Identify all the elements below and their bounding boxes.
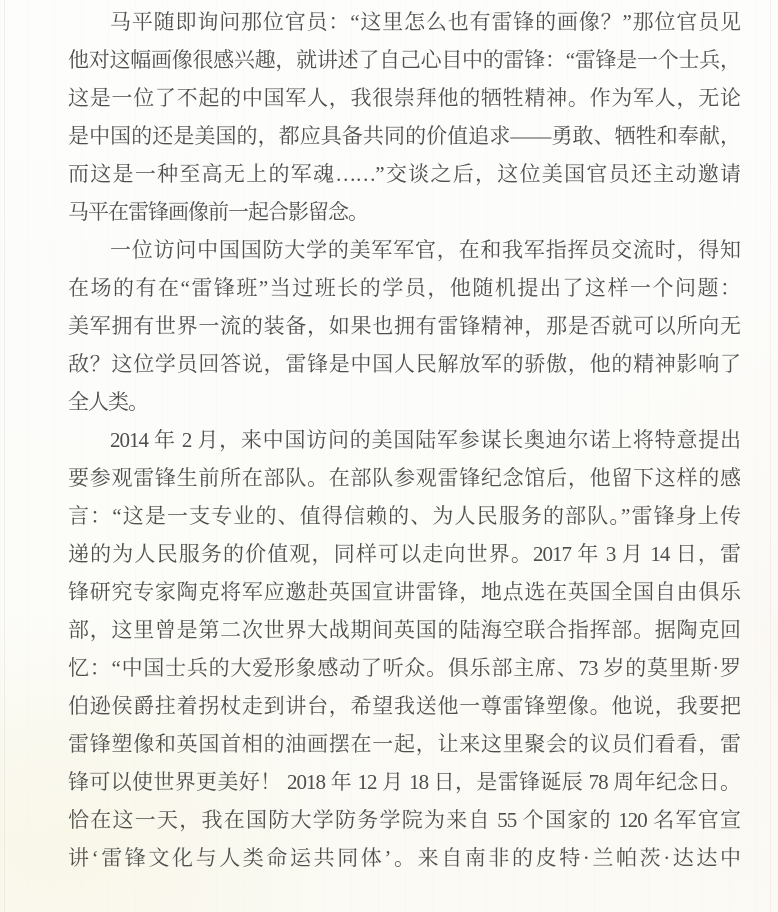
text-line: 全人类。	[68, 390, 148, 414]
text-line: 忆：“中国士兵的大爱形象感动了听众。俱乐部主席、73 岁的莫里斯·罗	[68, 656, 740, 680]
text-line: 在场的有在“雷锋班”当过班长的学员，他随机提出了这样一个问题：	[68, 276, 740, 300]
text-line: 伯逊侯爵拄着拐杖走到讲台，希望我送他一尊雷锋塑像。他说，我要把	[68, 694, 740, 718]
text-line: 他对这幅画像很感兴趣，就讲述了自己心目中的雷锋：“雷锋是一个士兵，	[68, 48, 740, 72]
text-line: 锋可以使世界更美好！ 2018 年 12 月 18 日，是雷锋诞辰 78 周年纪念日。	[68, 770, 740, 794]
text-line: 美军拥有世界一流的装备，如果也拥有雷锋精神，那是否就可以所向无	[68, 314, 740, 338]
text-line: 讲‘雷锋文化与人类命运共同体’。来自南非的皮特·兰帕茨·达达中	[68, 846, 740, 870]
text-line: 马平在雷锋画像前一起合影留念。	[68, 200, 368, 224]
text-line: 马平随即询问那位官员：“这里怎么也有雷锋的画像？”那位官员见	[110, 10, 740, 34]
text-line: 递的为人民服务的价值观，同样可以走向世界。2017 年 3 月 14 日，雷	[68, 542, 740, 566]
text-line: 恰在这一天，我在国防大学防务学院为来自 55 个国家的 120 名军官宣	[68, 808, 740, 832]
text-line: 而这是一种至高无上的军魂……”交谈之后，这位美国官员还主动邀请	[68, 162, 740, 186]
text-line: 这是一位了不起的中国军人，我很崇拜他的牺牲精神。作为军人，无论	[68, 86, 740, 110]
text-line: 是中国的还是美国的，都应具备共同的价值追求——勇敢、牺牲和奉献，	[68, 124, 740, 148]
text-line: 2014 年 2 月，来中国访问的美国陆军参谋长奥迪尔诺上将特意提出	[110, 428, 740, 452]
scan-artifact-right-edge	[770, 0, 771, 912]
text-line: 言：“这是一支专业的、值得信赖的、为人民服务的部队。”雷锋身上传	[68, 504, 740, 528]
page-text	[68, 3, 740, 877]
text-line: 敌？这位学员回答说，雷锋是中国人民解放军的骄傲，他的精神影响了	[68, 352, 740, 376]
text-line: 要参观雷锋生前所在部队。在部队参观雷锋纪念馆后，他留下这样的感	[68, 466, 740, 490]
text-line: 部，这里曾是第二次世界大战期间英国的陆海空联合指挥部。据陶克回	[68, 618, 740, 642]
text-line: 一位访问中国国防大学的美军军官，在和我军指挥员交流时，得知	[110, 238, 740, 262]
scan-artifact-left-edge	[4, 0, 5, 912]
text-line: 雷锋塑像和英国首相的油画摆在一起，让来这里聚会的议员们看看，雷	[68, 732, 740, 756]
text-line: 锋研究专家陶克将军应邀赴英国宣讲雷锋，地点选在英国全国自由俱乐	[68, 580, 740, 604]
